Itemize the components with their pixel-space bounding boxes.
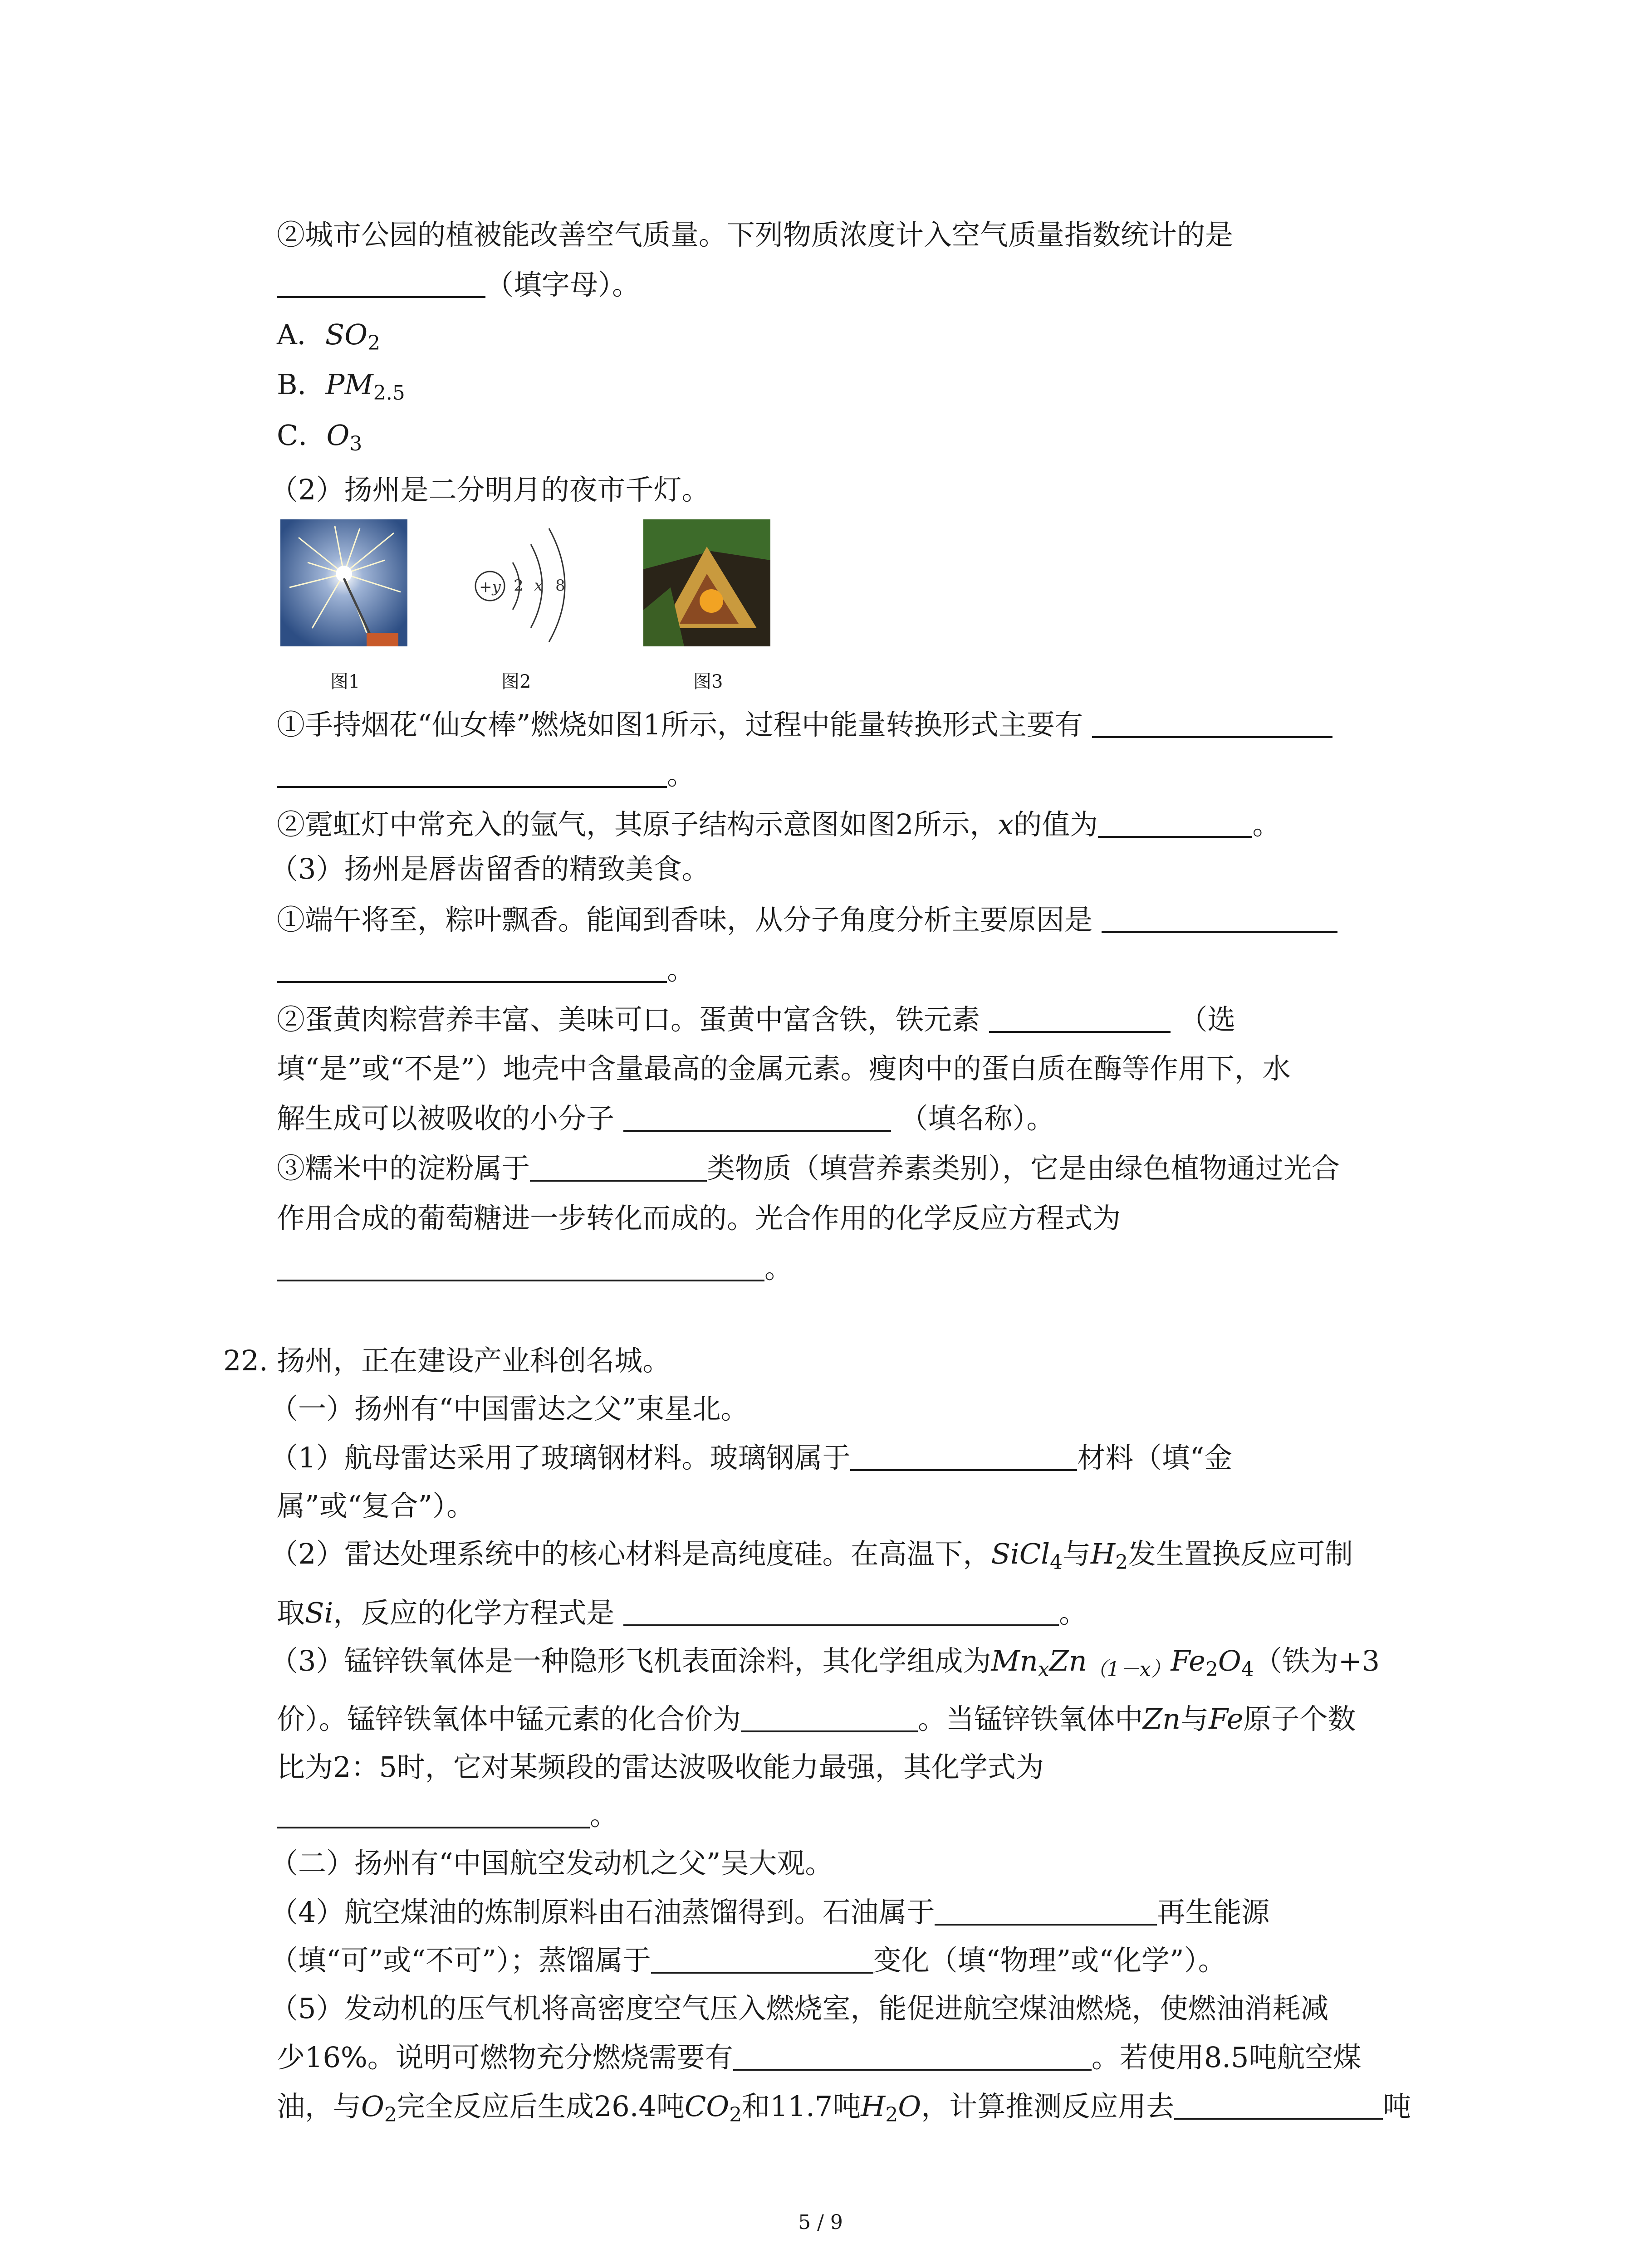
svg-text:+y: +y <box>479 578 501 596</box>
question-line: 。 <box>277 1797 618 1833</box>
answer-blank[interactable] <box>850 1441 1077 1471</box>
question-line: （3）扬州是唇齿留香的精致美食。 <box>270 852 710 885</box>
answer-blank[interactable] <box>277 1799 590 1828</box>
answer-blank[interactable] <box>741 1702 918 1732</box>
question-line: 比为2：5时，它对某频段的雷达波吸收能力最强，其化学式为 <box>277 1750 1044 1784</box>
answer-blank[interactable] <box>277 268 485 298</box>
question-line: ②霓虹灯中常充入的氩气，其原子结构示意图如图2所示，x的值为 。 <box>277 808 1281 841</box>
question-line: （二）扬州有“中国航空发动机之父”吴大观。 <box>270 1847 833 1880</box>
answer-blank[interactable] <box>623 1102 891 1132</box>
page-number: 5 / 9 <box>798 2211 843 2234</box>
answer-blank[interactable] <box>651 1944 873 1974</box>
fig1-sparkler-image <box>280 519 407 646</box>
question-line: （2）扬州是二分明月的夜市千灯。 <box>270 473 710 506</box>
fig1-caption: 图1 <box>330 671 360 692</box>
question-line: （填字母）。 <box>277 267 640 303</box>
fig2-atom-structure-diagram <box>470 522 588 644</box>
answer-blank[interactable] <box>1092 708 1332 738</box>
answer-blank[interactable] <box>1102 903 1337 933</box>
question-line: 解生成可以被吸收的小分子 （填名称）。 <box>277 1102 1055 1135</box>
answer-blank[interactable] <box>277 1251 764 1281</box>
question-line: （3）锰锌铁氧体是一种隐形飞机表面涂料，其化学组成为$Mn_xZn_{(1-x)}Fe_2O_4$（铁为+3 <box>270 1644 1380 1681</box>
question-line: ①端午将至，粽叶飘香。能闻到香味，从分子角度分析主要原因是 <box>277 902 1337 938</box>
question-line: （4）航空煤油的炼制原料由石油蒸馏得到。石油属于 再生能源 <box>270 1896 1270 1929</box>
answer-blank[interactable] <box>935 1896 1157 1926</box>
question-line: 。 <box>277 1250 793 1286</box>
answer-blank[interactable] <box>733 2041 1092 2071</box>
option-b: B．$PM_{2.5}$ <box>277 368 405 405</box>
question-line: 。 <box>277 952 695 988</box>
fig3-caption: 图3 <box>693 671 723 692</box>
question-line: 取Si，反应的化学方程式是 。 <box>277 1596 1087 1629</box>
question-line: 属”或“复合”）。 <box>277 1489 475 1522</box>
svg-text:8: 8 <box>555 577 565 595</box>
option-c: C．$O_3$ <box>277 419 362 455</box>
answer-blank[interactable] <box>277 758 667 788</box>
answer-blank[interactable] <box>1174 2090 1383 2120</box>
question-line: （5）发动机的压气机将高密度空气压入燃烧室，能促进航空煤油燃烧，使燃油消耗减 <box>270 1992 1329 2025</box>
question-line: （填“可”或“不可”）；蒸馏属于 变化（填“物理”或“化学”）。 <box>270 1944 1226 1977</box>
question-line: （1）航母雷达采用了玻璃钢材料。玻璃钢属于 材料（填“金 <box>270 1441 1233 1474</box>
question-line: 少16%。说明可燃物充分燃烧需要有 。若使用8.5吨航空煤 <box>277 2041 1362 2074</box>
question-line: 。 <box>277 757 695 793</box>
question-line: 填“是”或“不是”）地壳中含量最高的金属元素。瘦肉中的蛋白质在酶等作用下，水 <box>277 1052 1291 1085</box>
fig2-caption: 图2 <box>501 671 531 692</box>
answer-blank[interactable] <box>989 1003 1171 1033</box>
svg-text:2: 2 <box>514 577 524 595</box>
question-22-title: 22. 扬州，正在建设产业科创名城。 <box>223 1344 671 1377</box>
question-line: （2）雷达处理系统中的核心材料是高纯度硅。在高温下，SiCl$_4$与$H_2$发生置换反应可制 <box>270 1537 1353 1574</box>
answer-blank[interactable] <box>1098 808 1252 838</box>
question-line: ①手持烟花“仙女棒”燃烧如图1所示，过程中能量转换形式主要有 <box>277 707 1332 743</box>
question-line: 油，与$O_2$完全反应后生成26.4吨$CO_2$和11.7吨$H_2O$，计算推测反应用去 吨 <box>277 2090 1411 2126</box>
answer-blank[interactable] <box>530 1152 707 1182</box>
svg-text:x: x <box>534 577 543 595</box>
answer-blank[interactable] <box>623 1596 1059 1626</box>
question-line: （一）扬州有“中国雷达之父”束星北。 <box>270 1392 749 1425</box>
question-line: ③糯米中的淀粉属于 类物质（填营养素类别），它是由绿色植物通过光合 <box>277 1152 1340 1185</box>
answer-blank[interactable] <box>277 953 667 983</box>
question-line: ②蛋黄肉粽营养丰富、美味可口。蛋黄中富含铁，铁元素 （选 <box>277 1003 1236 1036</box>
question-line: ②城市公园的植被能改善空气质量。下列物质浓度计入空气质量指数统计的是 <box>277 218 1234 251</box>
question-line: 作用合成的葡萄糖进一步转化而成的。光合作用的化学反应方程式为 <box>277 1202 1121 1235</box>
question-line: 价）。锰锌铁氧体中锰元素的化合价为 。当锰锌铁氧体中Zn与Fe原子个数 <box>277 1702 1356 1735</box>
fig3-zongzi-image <box>643 519 770 646</box>
option-a: A．$SO_2$ <box>277 318 381 355</box>
